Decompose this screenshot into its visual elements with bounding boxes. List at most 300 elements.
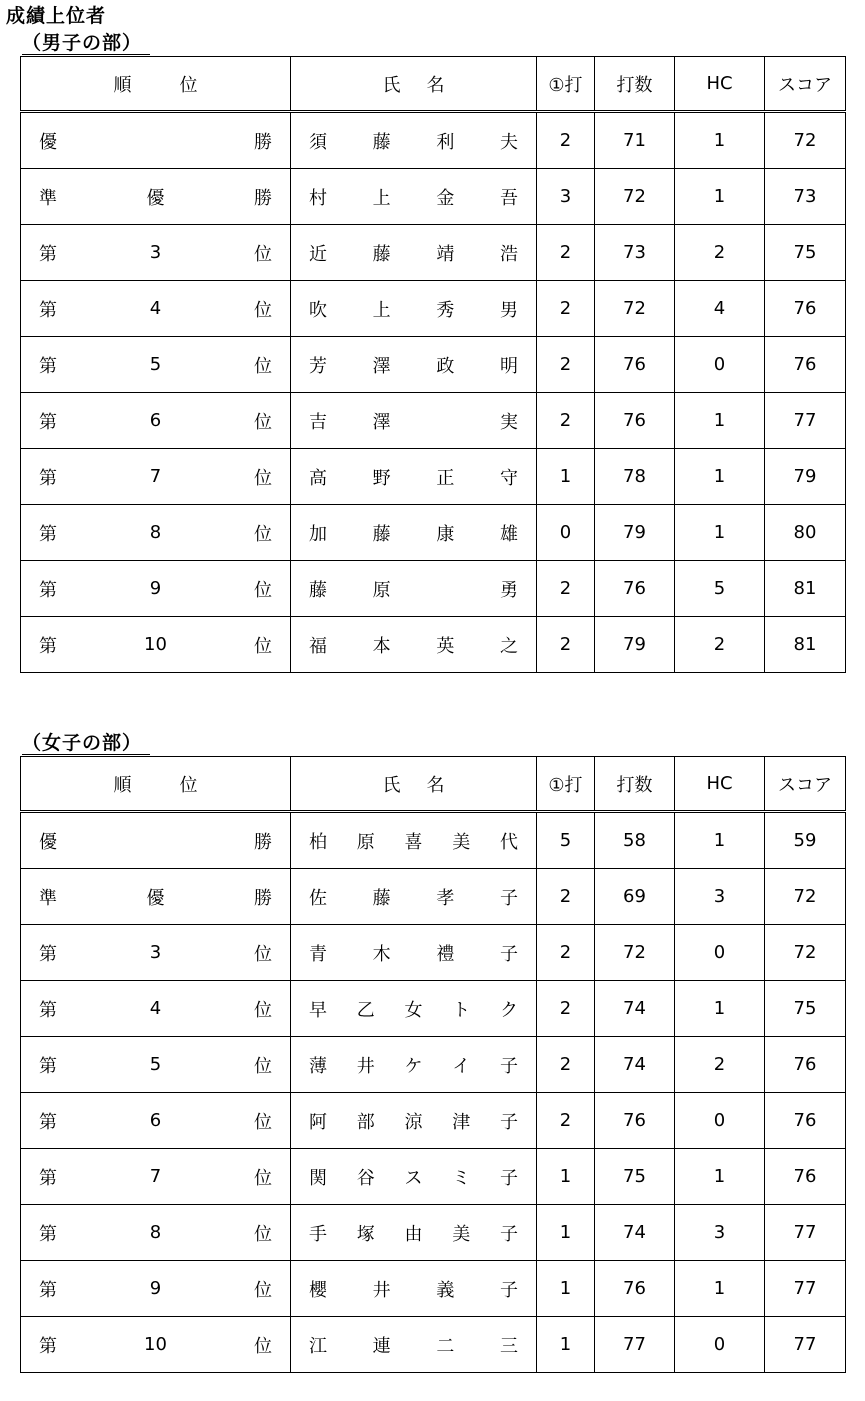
player-name-cell — [291, 812, 537, 869]
strokes-cell: 75 — [595, 1149, 675, 1205]
rank-part: 3 — [149, 942, 162, 963]
name-char: ミ — [452, 1167, 471, 1189]
name-char: ト — [452, 999, 471, 1021]
header-first-stroke: ①打 — [537, 757, 595, 812]
name-char: 秀 — [436, 299, 455, 321]
rank-part: 第 — [39, 523, 57, 545]
table-row — [21, 1317, 846, 1373]
handicap-cell: 1 — [675, 393, 765, 449]
name-char: 福 — [309, 635, 327, 657]
rank-part: 勝 — [254, 187, 272, 209]
header-name-char: 氏 — [382, 774, 401, 796]
strokes-cell: 77 — [595, 1317, 675, 1373]
name-char: 女 — [404, 999, 423, 1021]
strokes-cell: 78 — [595, 449, 675, 505]
player-name-cell — [291, 1317, 537, 1373]
name-char: 雄 — [499, 523, 518, 545]
rank-cell — [21, 112, 291, 169]
men-table-body — [21, 112, 846, 673]
score-cell: 76 — [765, 1037, 846, 1093]
rank-part: 5 — [149, 354, 162, 375]
handicap-cell: 1 — [675, 505, 765, 561]
women-table-body — [21, 812, 846, 1373]
rank-cell — [21, 1093, 291, 1149]
rank-cell — [21, 337, 291, 393]
rank-part: 優 — [39, 131, 57, 153]
name-char: 井 — [372, 1279, 391, 1301]
rank-part: 9 — [149, 578, 162, 599]
table-row — [21, 617, 846, 673]
handicap-cell: 1 — [675, 812, 765, 869]
rank-part: 準 — [39, 187, 57, 209]
name-char: 部 — [356, 1111, 375, 1133]
rank-part: 第 — [39, 999, 57, 1021]
name-char: 澤 — [372, 355, 391, 377]
score-cell: 59 — [765, 812, 846, 869]
player-name-cell — [291, 225, 537, 281]
name-char: 子 — [500, 1055, 518, 1077]
rank-cell — [21, 869, 291, 925]
first-stroke-cell: 1 — [537, 1205, 595, 1261]
rank-part: 第 — [39, 243, 57, 265]
rank-part: 位 — [253, 523, 272, 545]
rank-part: 4 — [149, 998, 162, 1019]
rank-part: 位 — [253, 999, 272, 1021]
score-cell: 81 — [765, 617, 846, 673]
name-char: 須 — [309, 131, 327, 153]
header-score: スコア — [765, 57, 846, 112]
strokes-cell: 79 — [595, 617, 675, 673]
handicap-cell: 3 — [675, 869, 765, 925]
player-name-cell — [291, 1149, 537, 1205]
handicap-cell: 3 — [675, 1205, 765, 1261]
name-char: イ — [452, 1055, 471, 1077]
strokes-cell: 74 — [595, 981, 675, 1037]
rank-part: 第 — [39, 1223, 57, 1245]
header-hc: HC — [675, 757, 765, 812]
rank-cell — [21, 505, 291, 561]
name-char: 子 — [500, 1223, 518, 1245]
rank-part: 位 — [253, 943, 272, 965]
rank-part: 位 — [253, 1223, 272, 1245]
header-rank-char: 位 — [179, 774, 198, 796]
name-char: 実 — [499, 411, 518, 433]
handicap-cell: 0 — [675, 925, 765, 981]
player-name-cell — [291, 1261, 537, 1317]
first-stroke-cell: 2 — [537, 617, 595, 673]
rank-cell — [21, 281, 291, 337]
name-char: 金 — [436, 187, 455, 209]
rank-part: 3 — [149, 242, 162, 263]
table-row — [21, 1093, 846, 1149]
name-char: 関 — [309, 1167, 327, 1189]
header-score: スコア — [765, 757, 846, 812]
handicap-cell: 5 — [675, 561, 765, 617]
rank-part: 第 — [39, 579, 57, 601]
name-char: ス — [404, 1167, 423, 1189]
rank-part: 準 — [39, 887, 57, 909]
rank-cell — [21, 225, 291, 281]
name-char: 勇 — [499, 579, 518, 601]
header-name — [291, 757, 537, 812]
rank-part: 位 — [253, 1279, 272, 1301]
name-char: 浩 — [499, 243, 518, 265]
score-cell: 76 — [765, 281, 846, 337]
name-char: 阿 — [309, 1111, 327, 1133]
first-stroke-cell: 1 — [537, 1149, 595, 1205]
player-name-cell — [291, 925, 537, 981]
table-row — [21, 1037, 846, 1093]
score-cell: 76 — [765, 337, 846, 393]
first-stroke-cell: 2 — [537, 393, 595, 449]
name-char: 谷 — [356, 1167, 375, 1189]
name-char: 正 — [436, 467, 455, 489]
rank-part: 第 — [39, 635, 57, 657]
rank-part: 9 — [149, 1278, 162, 1299]
score-cell: 77 — [765, 1205, 846, 1261]
handicap-cell: 1 — [675, 1149, 765, 1205]
handicap-cell: 4 — [675, 281, 765, 337]
first-stroke-cell: 1 — [537, 1317, 595, 1373]
first-stroke-cell: 2 — [537, 281, 595, 337]
name-char: 美 — [452, 831, 471, 853]
name-char: 早 — [309, 999, 327, 1021]
name-char: 櫻 — [309, 1279, 327, 1301]
handicap-cell: 0 — [675, 1093, 765, 1149]
score-cell: 72 — [765, 925, 846, 981]
header-rank-char: 位 — [179, 74, 198, 96]
name-char: ク — [500, 999, 518, 1021]
rank-part: 位 — [253, 1055, 272, 1077]
rank-part: 4 — [149, 298, 162, 319]
rank-part: 6 — [149, 410, 162, 431]
strokes-cell: 72 — [595, 169, 675, 225]
header-name-char: 氏 — [382, 74, 401, 96]
rank-part: 位 — [254, 635, 272, 657]
header-name — [291, 57, 537, 112]
player-name-cell — [291, 1037, 537, 1093]
rank-cell — [21, 169, 291, 225]
name-char: 村 — [309, 187, 327, 209]
score-cell: 81 — [765, 561, 846, 617]
name-char: 本 — [372, 635, 391, 657]
rank-cell — [21, 1317, 291, 1373]
name-char: 柏 — [309, 831, 327, 853]
header-name-char: 名 — [426, 74, 445, 96]
first-stroke-cell: 1 — [537, 1261, 595, 1317]
table-row — [21, 225, 846, 281]
score-cell: 77 — [765, 1317, 846, 1373]
name-char: 子 — [499, 943, 518, 965]
score-cell: 80 — [765, 505, 846, 561]
player-name-cell — [291, 112, 537, 169]
first-stroke-cell: 3 — [537, 169, 595, 225]
rank-part: 第 — [39, 943, 57, 965]
rank-part: 優 — [146, 887, 165, 909]
handicap-cell: 1 — [675, 169, 765, 225]
rank-part: 第 — [39, 355, 57, 377]
rank-part: 優 — [146, 187, 165, 209]
first-stroke-cell: 0 — [537, 505, 595, 561]
rank-part: 位 — [253, 467, 272, 489]
rank-cell — [21, 1261, 291, 1317]
handicap-cell: 0 — [675, 1317, 765, 1373]
strokes-cell: 58 — [595, 812, 675, 869]
name-char: 藤 — [309, 579, 327, 601]
table-row — [21, 981, 846, 1037]
name-char: 佐 — [309, 887, 327, 909]
strokes-cell: 76 — [595, 337, 675, 393]
table-row — [21, 337, 846, 393]
name-char: 加 — [309, 523, 327, 545]
rank-part: 第 — [39, 299, 57, 321]
strokes-cell: 72 — [595, 281, 675, 337]
table-row — [21, 112, 846, 169]
name-char: 康 — [436, 523, 455, 545]
rank-part: 第 — [39, 1055, 57, 1077]
score-cell: 77 — [765, 393, 846, 449]
name-char: 乙 — [356, 999, 375, 1021]
name-char: 子 — [500, 1111, 518, 1133]
table-header-row — [21, 757, 846, 812]
strokes-cell: 73 — [595, 225, 675, 281]
handicap-cell: 0 — [675, 337, 765, 393]
men-section-title: （男子の部） — [22, 32, 150, 55]
header-strokes: 打数 — [595, 57, 675, 112]
first-stroke-cell: 1 — [537, 449, 595, 505]
score-cell: 77 — [765, 1261, 846, 1317]
rank-part: 第 — [39, 411, 57, 433]
rank-part: 位 — [253, 243, 272, 265]
table-header-row — [21, 57, 846, 112]
table-row — [21, 869, 846, 925]
rank-cell — [21, 812, 291, 869]
rank-cell — [21, 1149, 291, 1205]
table-row — [21, 505, 846, 561]
player-name-cell — [291, 393, 537, 449]
name-char: 吉 — [309, 411, 327, 433]
player-name-cell — [291, 281, 537, 337]
name-char: 藤 — [372, 243, 391, 265]
header-rank — [21, 757, 291, 812]
rank-part: 位 — [253, 411, 272, 433]
name-char: 靖 — [436, 243, 455, 265]
name-char: 美 — [452, 1223, 471, 1245]
first-stroke-cell: 2 — [537, 981, 595, 1037]
handicap-cell: 1 — [675, 981, 765, 1037]
name-char: 上 — [372, 299, 391, 321]
name-char: 由 — [404, 1223, 423, 1245]
player-name-cell — [291, 169, 537, 225]
rank-cell — [21, 617, 291, 673]
handicap-cell: 1 — [675, 112, 765, 169]
name-char: 吹 — [309, 299, 327, 321]
header-name-char: 名 — [426, 774, 445, 796]
score-cell: 75 — [765, 981, 846, 1037]
rank-part: 7 — [149, 466, 162, 487]
header-first-stroke: ①打 — [537, 57, 595, 112]
rank-part: 勝 — [254, 131, 272, 153]
name-char: 三 — [499, 1335, 518, 1357]
name-char: 青 — [309, 943, 327, 965]
handicap-cell: 2 — [675, 1037, 765, 1093]
name-char: 明 — [499, 355, 518, 377]
table-row — [21, 393, 846, 449]
rank-part: 位 — [253, 355, 272, 377]
rank-part: 位 — [253, 1111, 272, 1133]
table-row — [21, 1205, 846, 1261]
score-cell: 73 — [765, 169, 846, 225]
table-row — [21, 281, 846, 337]
name-char: 喜 — [404, 831, 423, 853]
header-rank — [21, 57, 291, 112]
name-char: 木 — [372, 943, 391, 965]
rank-cell — [21, 1205, 291, 1261]
rank-part: 勝 — [254, 887, 272, 909]
player-name-cell — [291, 449, 537, 505]
first-stroke-cell: 5 — [537, 812, 595, 869]
strokes-cell: 76 — [595, 561, 675, 617]
name-char: 手 — [309, 1223, 327, 1245]
name-char: 二 — [436, 1335, 455, 1357]
strokes-cell: 69 — [595, 869, 675, 925]
rank-part: 位 — [253, 299, 272, 321]
name-char: 代 — [500, 831, 518, 853]
name-char: 塚 — [356, 1223, 375, 1245]
header-hc: HC — [675, 57, 765, 112]
name-char: 藤 — [372, 131, 391, 153]
table-row — [21, 169, 846, 225]
first-stroke-cell: 2 — [537, 1037, 595, 1093]
name-char: 澤 — [372, 411, 391, 433]
table-row — [21, 925, 846, 981]
name-char: 連 — [372, 1335, 391, 1357]
rank-part: 第 — [39, 1167, 57, 1189]
rank-part: 7 — [149, 1166, 162, 1187]
name-char: 孝 — [436, 887, 455, 909]
name-char: 芳 — [309, 355, 327, 377]
name-char: 利 — [436, 131, 455, 153]
strokes-cell: 74 — [595, 1037, 675, 1093]
score-cell: 72 — [765, 869, 846, 925]
score-cell: 79 — [765, 449, 846, 505]
name-char: ケ — [404, 1055, 423, 1077]
player-name-cell — [291, 869, 537, 925]
men-results-table — [20, 56, 846, 673]
name-char: 藤 — [372, 887, 391, 909]
name-char: 男 — [499, 299, 518, 321]
player-name-cell — [291, 1205, 537, 1261]
rank-part: 8 — [149, 522, 162, 543]
name-char: 津 — [452, 1111, 471, 1133]
rank-cell — [21, 449, 291, 505]
name-char: 政 — [436, 355, 455, 377]
rank-part: 5 — [149, 1054, 162, 1075]
name-char: 子 — [499, 887, 518, 909]
handicap-cell: 2 — [675, 225, 765, 281]
strokes-cell: 72 — [595, 925, 675, 981]
first-stroke-cell: 2 — [537, 337, 595, 393]
rank-part: 10 — [144, 634, 167, 655]
header-rank-char: 順 — [113, 774, 132, 796]
handicap-cell: 2 — [675, 617, 765, 673]
strokes-cell: 71 — [595, 112, 675, 169]
player-name-cell — [291, 981, 537, 1037]
rank-cell — [21, 925, 291, 981]
women-section-title: （女子の部） — [22, 732, 150, 755]
first-stroke-cell: 2 — [537, 869, 595, 925]
rank-part: 位 — [254, 1335, 272, 1357]
rank-part: 8 — [149, 1222, 162, 1243]
name-char: 薄 — [309, 1055, 327, 1077]
header-rank-char: 順 — [113, 74, 132, 96]
rank-cell — [21, 393, 291, 449]
rank-part: 位 — [253, 579, 272, 601]
strokes-cell: 76 — [595, 1261, 675, 1317]
score-cell: 72 — [765, 112, 846, 169]
player-name-cell — [291, 617, 537, 673]
player-name-cell — [291, 505, 537, 561]
first-stroke-cell: 2 — [537, 925, 595, 981]
score-cell: 75 — [765, 225, 846, 281]
name-char: 高 — [309, 467, 327, 489]
name-char: 義 — [436, 1279, 455, 1301]
rank-part: 第 — [39, 467, 57, 489]
page-title: 成績上位者 — [6, 5, 107, 27]
strokes-cell: 79 — [595, 505, 675, 561]
name-char: 子 — [500, 1167, 518, 1189]
header-strokes: 打数 — [595, 757, 675, 812]
rank-cell — [21, 1037, 291, 1093]
player-name-cell — [291, 561, 537, 617]
women-results-table — [20, 756, 846, 1373]
score-cell: 76 — [765, 1149, 846, 1205]
rank-part: 第 — [39, 1111, 57, 1133]
table-row — [21, 449, 846, 505]
table-row — [21, 812, 846, 869]
rank-cell — [21, 561, 291, 617]
table-row — [21, 1149, 846, 1205]
name-char: 原 — [356, 831, 375, 853]
handicap-cell: 1 — [675, 449, 765, 505]
table-row — [21, 1261, 846, 1317]
score-cell: 76 — [765, 1093, 846, 1149]
name-char: 之 — [499, 635, 518, 657]
name-char: 藤 — [372, 523, 391, 545]
rank-part: 第 — [39, 1335, 57, 1357]
name-char: 上 — [372, 187, 391, 209]
rank-part: 優 — [39, 831, 57, 853]
first-stroke-cell: 2 — [537, 225, 595, 281]
name-char: 近 — [309, 243, 327, 265]
rank-part: 第 — [39, 1279, 57, 1301]
name-char: 涼 — [404, 1111, 423, 1133]
name-char: 子 — [499, 1279, 518, 1301]
rank-part: 勝 — [254, 831, 272, 853]
player-name-cell — [291, 1093, 537, 1149]
name-char: 野 — [372, 467, 391, 489]
name-char: 井 — [356, 1055, 375, 1077]
name-char: 原 — [372, 579, 391, 601]
name-char: 夫 — [499, 131, 518, 153]
name-char: 吾 — [499, 187, 518, 209]
rank-part: 10 — [144, 1334, 167, 1355]
player-name-cell — [291, 337, 537, 393]
name-char: 守 — [499, 467, 518, 489]
name-char: 禮 — [436, 943, 455, 965]
rank-part: 6 — [149, 1110, 162, 1131]
strokes-cell: 74 — [595, 1205, 675, 1261]
